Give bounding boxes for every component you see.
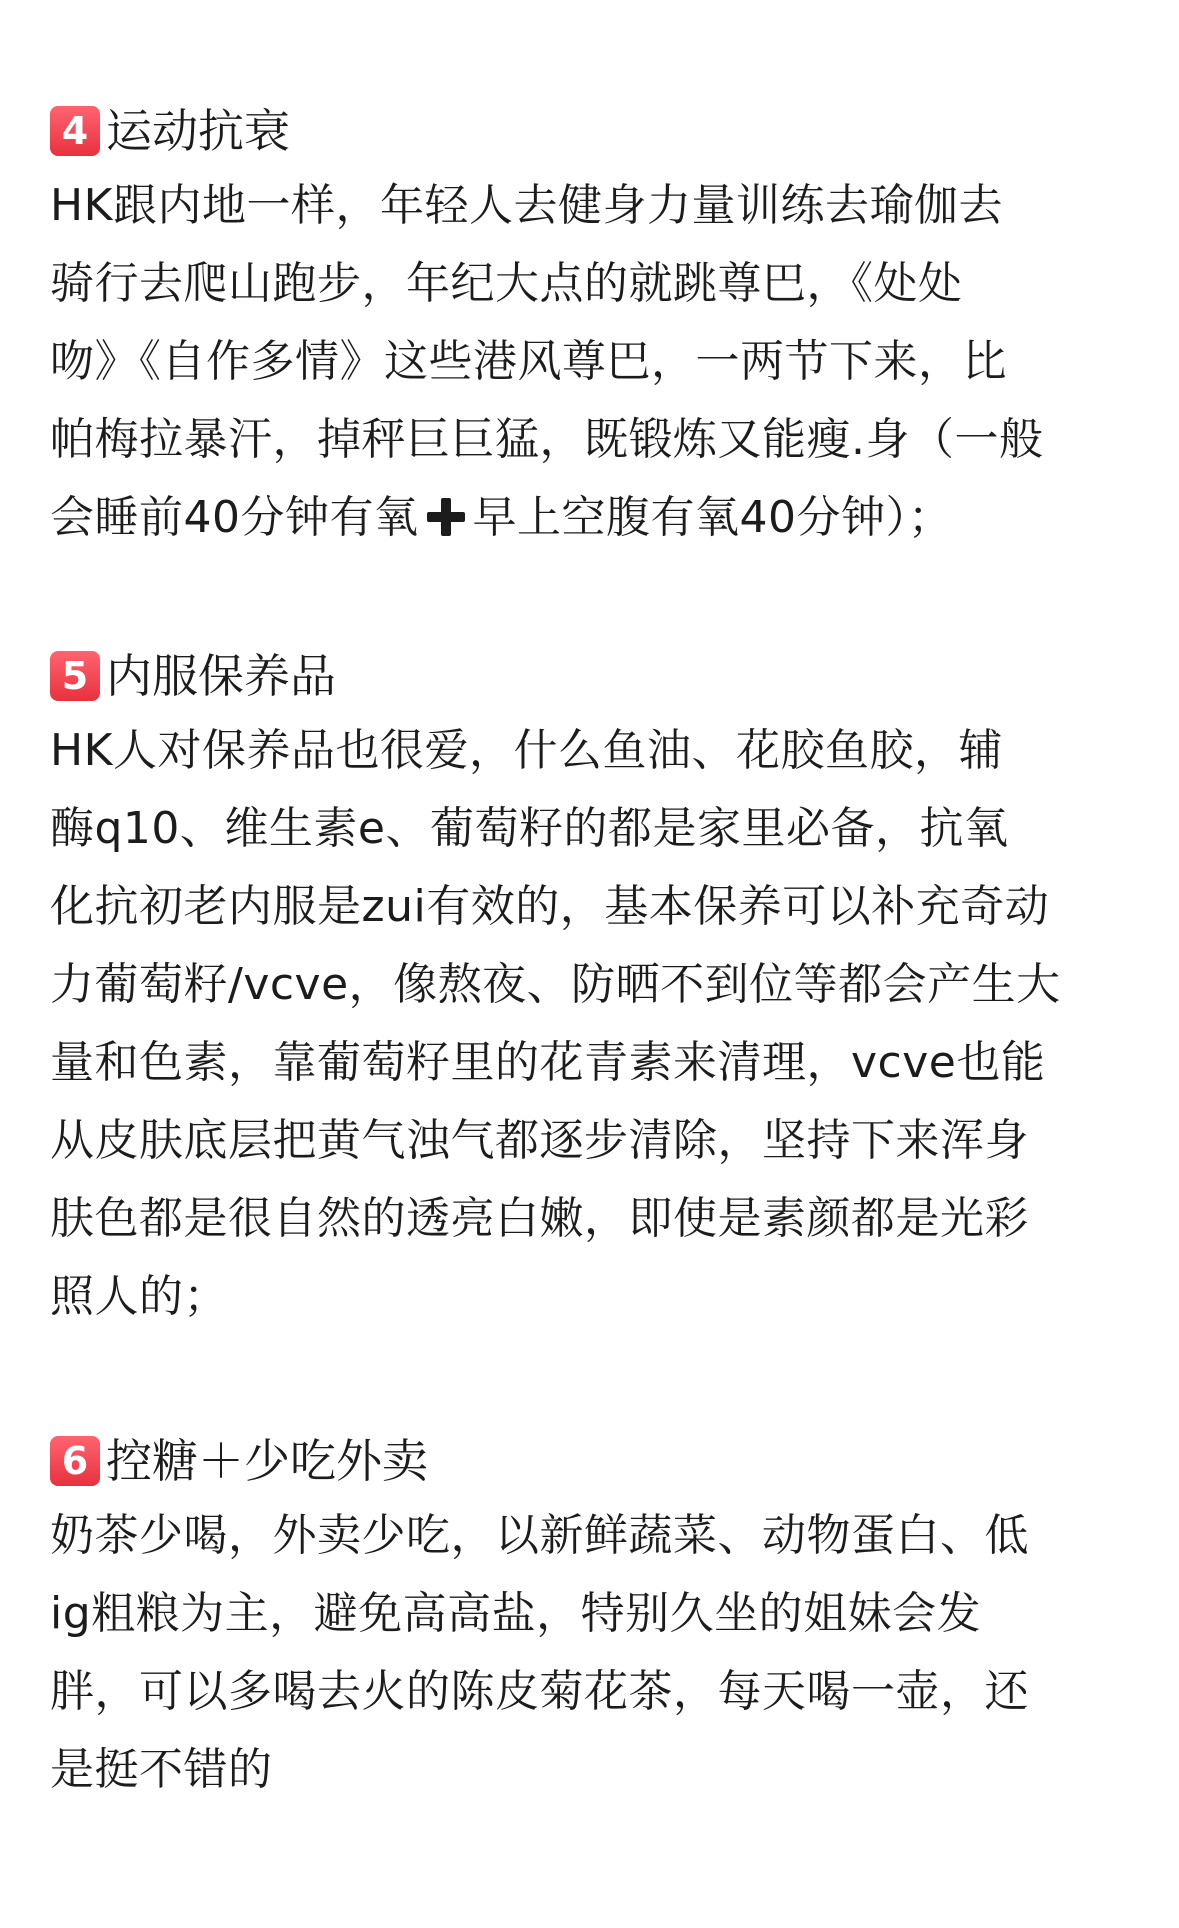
section-body — [50, 712, 1130, 1336]
heavy-plus-icon — [427, 498, 465, 536]
body-line: 化抗初老内服是zui有效的，基本保养可以补充奇动 — [50, 881, 1050, 932]
body-line-with-plus — [50, 479, 1130, 557]
body-line: 照人的； — [50, 1271, 228, 1322]
section-title: 控糖＋少吃外卖 — [106, 1434, 428, 1488]
section-body — [50, 167, 1130, 557]
body-line: 量和色素，靠葡萄籽里的花青素来清理，vcve也能 — [50, 1037, 1046, 1088]
body-line-part: 早上空腹有氧40分钟）； — [472, 492, 953, 543]
body-line: HK人对保养品也很爱，什么鱼油、花胶鱼胶，辅 — [50, 725, 1003, 776]
body-line: 吻》《自作多情》这些港风尊巴，一两节下来，比 — [50, 336, 1007, 387]
number-6-badge-icon: 6 — [50, 1436, 100, 1486]
section-exercise — [50, 95, 1130, 557]
body-line: 酶q10、维生素e、葡萄籽的都是家里必备，抗氧 — [50, 803, 1009, 854]
body-line: 是挺不错的 — [50, 1744, 273, 1795]
body-line: HK跟内地一样，年轻人去健身力量训练去瑜伽去 — [50, 180, 1003, 231]
body-line: ig粗粮为主，避免高高盐，特别久坐的姐妹会发 — [50, 1588, 982, 1639]
body-line: 力葡萄籽/vcve，像熬夜、防晒不到位等都会产生大 — [50, 959, 1061, 1010]
section-supplements — [50, 640, 1130, 1336]
number-4-badge-icon: 4 — [50, 106, 100, 156]
body-line: 骑行去爬山跑步，年纪大点的就跳尊巴，《处处 — [50, 258, 963, 309]
body-line-part: 会睡前40分钟有氧 — [50, 492, 419, 543]
body-line: 从皮肤底层把黄气浊气都逐步清除，坚持下来浑身 — [50, 1115, 1029, 1166]
section-heading — [50, 1425, 1130, 1497]
body-line: 胖，可以多喝去火的陈皮菊花茶，每天喝一壶，还 — [50, 1666, 1029, 1717]
section-heading — [50, 640, 1130, 712]
section-title: 运动抗衰 — [106, 104, 290, 158]
body-line: 肤色都是很自然的透亮白嫩，即使是素颜都是光彩 — [50, 1193, 1029, 1244]
number-5-badge-icon: 5 — [50, 651, 100, 701]
section-heading — [50, 95, 1130, 167]
section-title: 内服保养品 — [106, 649, 336, 703]
section-diet — [50, 1425, 1130, 1809]
body-line: 奶茶少喝，外卖少吃，以新鲜蔬菜、动物蛋白、低 — [50, 1510, 1029, 1561]
section-body — [50, 1497, 1130, 1809]
body-line: 帕梅拉暴汗，掉秤巨巨猛，既锻炼又能瘦.身（一般 — [50, 414, 1044, 465]
